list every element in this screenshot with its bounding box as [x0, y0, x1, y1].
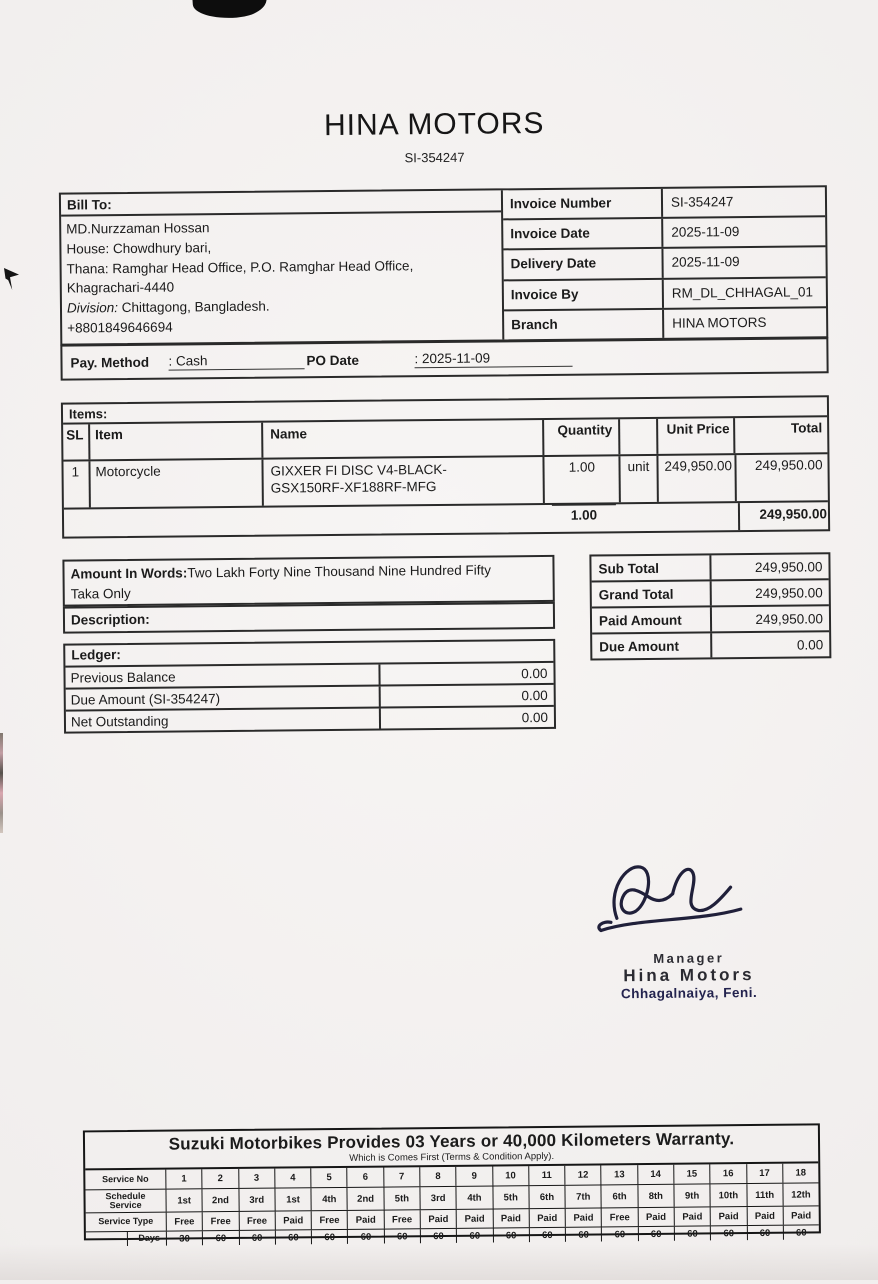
pay-method-value: : Cash: [168, 352, 304, 370]
warranty-cell: 4: [274, 1168, 310, 1187]
col-unit: [618, 419, 656, 454]
warranty-cell: 7: [383, 1167, 419, 1186]
totals-value: 249,950.00: [710, 606, 829, 631]
warranty-cell: 6th: [601, 1185, 637, 1207]
warranty-cell: 3rd: [238, 1189, 274, 1211]
warranty-table: [85, 1161, 819, 1246]
bill-to-address: [61, 212, 502, 338]
warranty-cell: 9th: [673, 1184, 709, 1206]
company-title: HINA MOTORS: [323, 106, 545, 143]
warranty-cell: Paid: [492, 1209, 528, 1227]
top-section: [59, 185, 828, 345]
warranty-cell: 60: [275, 1230, 311, 1244]
totals-row: [591, 554, 828, 582]
invoice-meta-table: [503, 187, 826, 339]
meta-label: Branch: [511, 316, 558, 333]
warranty-cell: Free: [166, 1212, 202, 1230]
warranty-cell: Free: [383, 1210, 419, 1228]
meta-label: Invoice Date: [510, 225, 590, 242]
ledger-row-label: Due Amount (SI-354247): [70, 691, 221, 708]
meta-label: Invoice Number: [509, 195, 612, 212]
pay-method-label: Pay. Method: [70, 354, 150, 371]
col-total: Total: [734, 417, 828, 453]
warranty-cell: 60: [674, 1226, 710, 1240]
totals-value: 249,950.00: [710, 580, 829, 605]
warranty-cell: 17: [746, 1164, 782, 1183]
aiw-label: Amount In Words:: [70, 565, 188, 582]
totals-table: [589, 552, 831, 660]
address-line: Division: Chittagong, Bangladesh.: [66, 298, 270, 316]
items-section: [61, 395, 830, 538]
warranty-cell: 60: [637, 1227, 673, 1241]
totals-row: [592, 606, 829, 634]
meta-row: [503, 217, 825, 250]
doc-number: SI-354247: [404, 149, 465, 166]
warranty-cell: 18: [782, 1163, 818, 1182]
warranty-label: Days: [86, 1232, 166, 1247]
item-row: [63, 454, 827, 507]
warranty-cell: 12th: [782, 1183, 818, 1205]
description-box: [63, 602, 555, 634]
meta-row: [504, 308, 826, 339]
warranty-cell: Paid: [456, 1210, 492, 1228]
meta-value: 2025-11-09: [661, 217, 825, 247]
totals-row: [592, 580, 829, 608]
address-line: Khagrachari-4440: [66, 279, 175, 296]
po-date-label: PO Date: [306, 352, 360, 369]
warranty-cell: 60: [565, 1227, 601, 1241]
totals-label: Sub Total: [598, 560, 660, 577]
scan-artifact-edge: [0, 733, 3, 833]
totals-value: 0.00: [710, 632, 829, 657]
warranty-cell: 11th: [746, 1184, 782, 1206]
meta-row: [504, 278, 826, 311]
warranty-label: Service Type: [98, 1216, 154, 1227]
customer-phone: +8801849646694: [67, 319, 173, 336]
ledger-section: [63, 639, 556, 734]
items-summary-row: [64, 500, 828, 536]
ledger-label: Ledger:: [65, 641, 553, 668]
scan-shadow-bottom: [0, 1244, 878, 1280]
items-label: Items:: [63, 397, 827, 424]
ledger-table: [65, 663, 554, 732]
warranty-cell: Free: [238, 1212, 274, 1230]
warranty-cell: Paid: [275, 1211, 311, 1229]
bill-to-label: Bill To:: [61, 190, 501, 216]
warranty-cell: Paid: [710, 1207, 746, 1225]
aiw-text: Two Lakh Forty Nine Thousand Nine Hundred Fifty: [187, 562, 491, 581]
item-unit: unit: [618, 456, 656, 502]
description-label: Description:: [70, 611, 150, 628]
warranty-cell: 60: [311, 1230, 347, 1244]
summary-qty: 1.00: [546, 507, 622, 523]
warranty-title: Suzuki Motorbikes Provides 03 Years or 40,000 Kilometers Warranty.: [168, 1129, 735, 1154]
warranty-cell: 5th: [383, 1187, 419, 1209]
signature-block: [555, 854, 821, 1002]
meta-label: Invoice By: [510, 286, 579, 302]
ledger-row-label: Previous Balance: [70, 669, 176, 686]
warranty-cell: Paid: [746, 1207, 782, 1225]
warranty-cell: 1st: [165, 1189, 201, 1211]
warranty-cell: 2nd: [347, 1188, 383, 1210]
totals-label: Paid Amount: [598, 612, 682, 629]
warranty-cell: 13: [601, 1165, 637, 1184]
warranty-cell: 60: [492, 1228, 528, 1242]
item-sl: 1: [71, 464, 80, 480]
summary-total: 249,950.00: [738, 502, 832, 530]
warranty-cell: 4th: [456, 1187, 492, 1209]
warranty-cell: 30: [166, 1231, 202, 1245]
item-type: Motorcycle: [88, 460, 262, 508]
customer-name: MD.Nurzzaman Hossan: [66, 220, 210, 237]
meta-value: RM_DL_CHHAGAL_01: [662, 278, 826, 308]
item-name: GIXXER FI DISC V4-BLACK- GSX150RF-XF188RF-MFG: [261, 457, 543, 506]
warranty-cell: Free: [202, 1212, 238, 1230]
warranty-cell: 5: [310, 1168, 346, 1187]
warranty-cell: 7th: [565, 1185, 601, 1207]
warranty-cell: 60: [601, 1227, 637, 1241]
warranty-cell: 8th: [637, 1185, 673, 1207]
warranty-label: Service No: [102, 1173, 149, 1185]
warranty-cell: 14: [637, 1165, 673, 1184]
warranty-label: Schedule Service: [105, 1190, 146, 1211]
stamp-role: Manager: [653, 950, 725, 966]
col-sl: SL: [66, 427, 84, 443]
ledger-row-label: Net Outstanding: [70, 713, 169, 730]
warranty-cell: 8: [419, 1167, 455, 1186]
ledger-row: [66, 707, 554, 732]
totals-label: Grand Total: [598, 586, 674, 603]
warranty-cell: 9: [456, 1167, 492, 1186]
item-unit-price: 249,950.00: [656, 455, 734, 502]
warranty-cell: 6th: [528, 1186, 564, 1208]
warranty-cell: 12: [564, 1165, 600, 1184]
warranty-cell: 60: [746, 1226, 782, 1240]
warranty-cell: 2nd: [202, 1189, 238, 1211]
meta-value: HINA MOTORS: [662, 308, 826, 338]
col-quantity: Quantity: [543, 419, 619, 455]
warranty-cell: 60: [420, 1229, 456, 1243]
warranty-cell: 60: [238, 1231, 274, 1245]
address-line: Thana: Ramghar Head Office, P.O. Ramghar Head Office,: [66, 257, 414, 277]
warranty-cell: 60: [384, 1229, 420, 1243]
warranty-subtitle: Which is Comes First (Terms & Condition Apply).: [349, 1150, 555, 1164]
col-item: Item: [88, 423, 261, 460]
warranty-cell: 1st: [274, 1188, 310, 1210]
stamp-location: Chhagalnaiya, Feni.: [620, 984, 758, 1002]
warranty-cell: Free: [601, 1208, 637, 1226]
aiw-text2: Taka Only: [70, 585, 131, 602]
warranty-cell: Paid: [528, 1209, 564, 1227]
warranty-cell: 4th: [311, 1188, 347, 1210]
warranty-cell: Free: [311, 1211, 347, 1229]
totals-value: 249,950.00: [709, 554, 828, 579]
meta-row: [503, 187, 825, 220]
signature-icon: [578, 855, 799, 945]
warranty-cell: Paid: [637, 1208, 673, 1226]
warranty-cell: 1: [165, 1169, 201, 1188]
meta-value: 2025-11-09: [661, 248, 825, 278]
warranty-cell: 6: [347, 1168, 383, 1187]
warranty-section: [83, 1123, 821, 1245]
warranty-cell: Paid: [565, 1208, 601, 1226]
col-unit-price: Unit Price: [656, 418, 734, 454]
po-date-value: : 2025-11-09: [414, 350, 572, 369]
bill-to-box: [61, 190, 504, 343]
col-name: Name: [261, 420, 543, 458]
warranty-cell: 11: [528, 1166, 564, 1185]
item-total: 249,950.00: [734, 454, 828, 501]
meta-label: Delivery Date: [510, 255, 597, 272]
warranty-cell: 60: [710, 1226, 746, 1240]
warranty-cell: 60: [783, 1225, 819, 1239]
totals-label: Due Amount: [599, 638, 680, 655]
totals-row: [592, 632, 829, 658]
warranty-cell: Paid: [782, 1206, 818, 1224]
warranty-cell: Paid: [420, 1210, 456, 1228]
warranty-cell: 2: [202, 1169, 238, 1188]
warranty-cell: 10: [492, 1166, 528, 1185]
warranty-cell: 15: [673, 1164, 709, 1183]
warranty-cell: 60: [529, 1228, 565, 1242]
warranty-cell: Paid: [674, 1207, 710, 1225]
warranty-cell: 60: [202, 1231, 238, 1245]
warranty-cell: 3rd: [419, 1187, 455, 1209]
meta-value: SI-354247: [661, 187, 825, 217]
warranty-cell: 10th: [710, 1184, 746, 1206]
warranty-cell: Paid: [347, 1211, 383, 1229]
payment-row: [60, 337, 828, 380]
ledger-row-value: 0.00: [379, 685, 554, 707]
warranty-cell: 3: [238, 1169, 274, 1188]
warranty-cell: 60: [456, 1229, 492, 1243]
item-qty: 1.00: [543, 456, 619, 503]
warranty-cell: 60: [347, 1230, 383, 1244]
stamp-company: Hina Motors: [623, 964, 755, 986]
address-line: House: Chowdhury bari,: [66, 239, 212, 257]
ledger-row-value: 0.00: [379, 707, 554, 729]
warranty-cell: 5th: [492, 1186, 528, 1208]
meta-row: [503, 248, 825, 281]
amount-in-words-box: [62, 555, 554, 607]
warranty-cell: 16: [709, 1164, 745, 1183]
ledger-row-value: 0.00: [378, 663, 553, 685]
